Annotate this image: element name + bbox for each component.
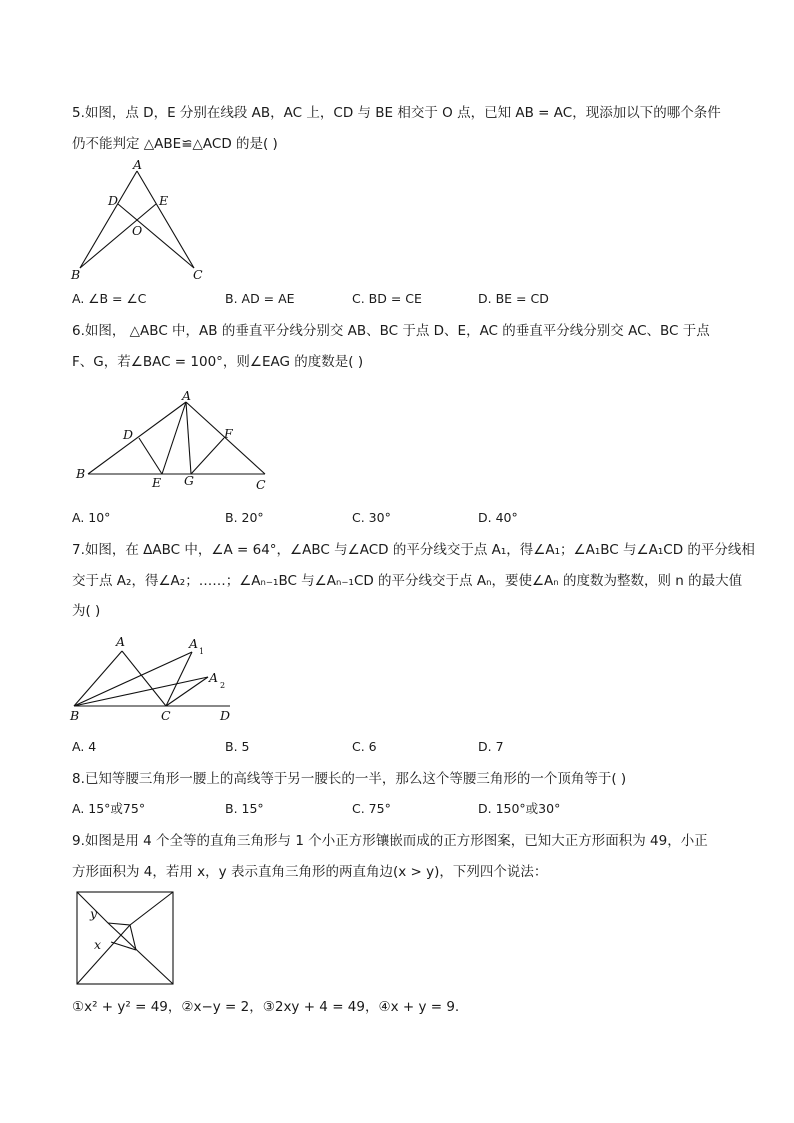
q7-option-c: C. 6 (352, 739, 377, 754)
q5-label-A: A (133, 158, 143, 172)
q7-option-d: D. 7 (478, 739, 504, 754)
q9-label-y: y (90, 906, 98, 921)
q6-figure (66, 386, 286, 500)
q5-text-line1: 5.如图，点 D，E 分别在线段 AB，AC 上，CD 与 BE 相交于 O 点，已知 AB = AC，现添加以下的哪个条件 (72, 105, 721, 121)
q6-text-line2: F、G，若∠BAC = 100°，则∠EAG 的度数是( ) (72, 354, 364, 370)
q6-text-line1: 6.如图， △ABC 中，AB 的垂直平分线分别交 AB、BC 于点 D、E，AC 的垂直平分线分别交 AC、BC 于点 (72, 323, 710, 339)
q7-text-line2: 交于点 A₂，得∠A₂；……；∠Aₙ₋₁BC 与∠Aₙ₋₁CD 的平分线交于点 Aₙ，要使∠Aₙ 的度数为整数，则 n 的最大值 (72, 573, 743, 589)
q6-label-G: G (184, 473, 194, 488)
q9-label-x: x (94, 937, 102, 952)
q7-label-A1-sub: 1 (199, 647, 205, 656)
q7-text-line1: 7.如图，在 ΔABC 中，∠A = 64°，∠ABC 与∠ACD 的平分线交于点 A₁，得∠A₁；∠A₁BC 与∠A₁CD 的平分线相 (72, 542, 755, 558)
q6-label-C: C (256, 477, 266, 492)
q8-option-b: B. 15° (225, 801, 264, 816)
q7-label-C: C (161, 708, 171, 723)
q7-label-A1: A (189, 636, 199, 651)
q9-text-line2: 方形面积为 4，若用 x，y 表示直角三角形的两直角边(x > y)，下列四个说法： (72, 864, 548, 880)
q8-option-a: A. 15°或75° (72, 801, 146, 816)
q8-option-d: D. 150°或30° (478, 801, 561, 816)
q7-option-b: B. 5 (225, 739, 250, 754)
q6-option-b: B. 20° (225, 510, 264, 525)
q8-text-line1: 8.已知等腰三角形一腰上的高线等于另一腰长的一半，那么这个等腰三角形的一个顶角等于( ) (72, 771, 627, 787)
q9-figure (72, 888, 178, 992)
q5-option-c: C. BD = CE (352, 291, 422, 306)
q5-label-B: B (71, 267, 81, 282)
q6-label-F: F (224, 426, 233, 441)
q6-label-E: E (152, 475, 162, 490)
q6-option-c: C. 30° (352, 510, 391, 525)
q7-text-line3: 为( ) (72, 603, 101, 619)
q5-label-C: C (193, 267, 203, 282)
q5-figure (62, 158, 212, 290)
q6-option-a: A. 10° (72, 510, 111, 525)
q7-label-A2: A (209, 670, 219, 685)
q9-statements: ①x² + y² = 49，②x−y = 2，③2xy + 4 = 49，④x + y = 9. (72, 999, 460, 1015)
q6-label-D: D (123, 427, 134, 442)
q8-option-c: C. 75° (352, 801, 391, 816)
q6-label-A: A (182, 388, 192, 403)
q5-option-d: D. BE = CD (478, 291, 549, 306)
q5-option-b: B. AD = AE (225, 291, 295, 306)
q5-label-O: O (132, 223, 143, 238)
q5-text-line2: 仍不能判定 △ABE≌△ACD 的是( ) (72, 136, 278, 152)
q7-label-B: B (70, 708, 80, 723)
q6-option-d: D. 40° (478, 510, 518, 525)
q7-label-D: D (220, 708, 231, 723)
q5-label-E: E (159, 193, 169, 208)
q6-label-B: B (76, 466, 86, 481)
q7-label-A: A (116, 634, 126, 649)
q7-figure (62, 627, 242, 729)
q5-label-D: D (108, 193, 119, 208)
q9-text-line1: 9.如图是用 4 个全等的直角三角形与 1 个小正方形镶嵌而成的正方形图案，已知大正方形面积为 49，小正 (72, 833, 708, 849)
q5-option-a: A. ∠B = ∠C (72, 291, 147, 306)
q7-option-a: A. 4 (72, 739, 97, 754)
q7-label-A2-sub: 2 (220, 681, 226, 690)
